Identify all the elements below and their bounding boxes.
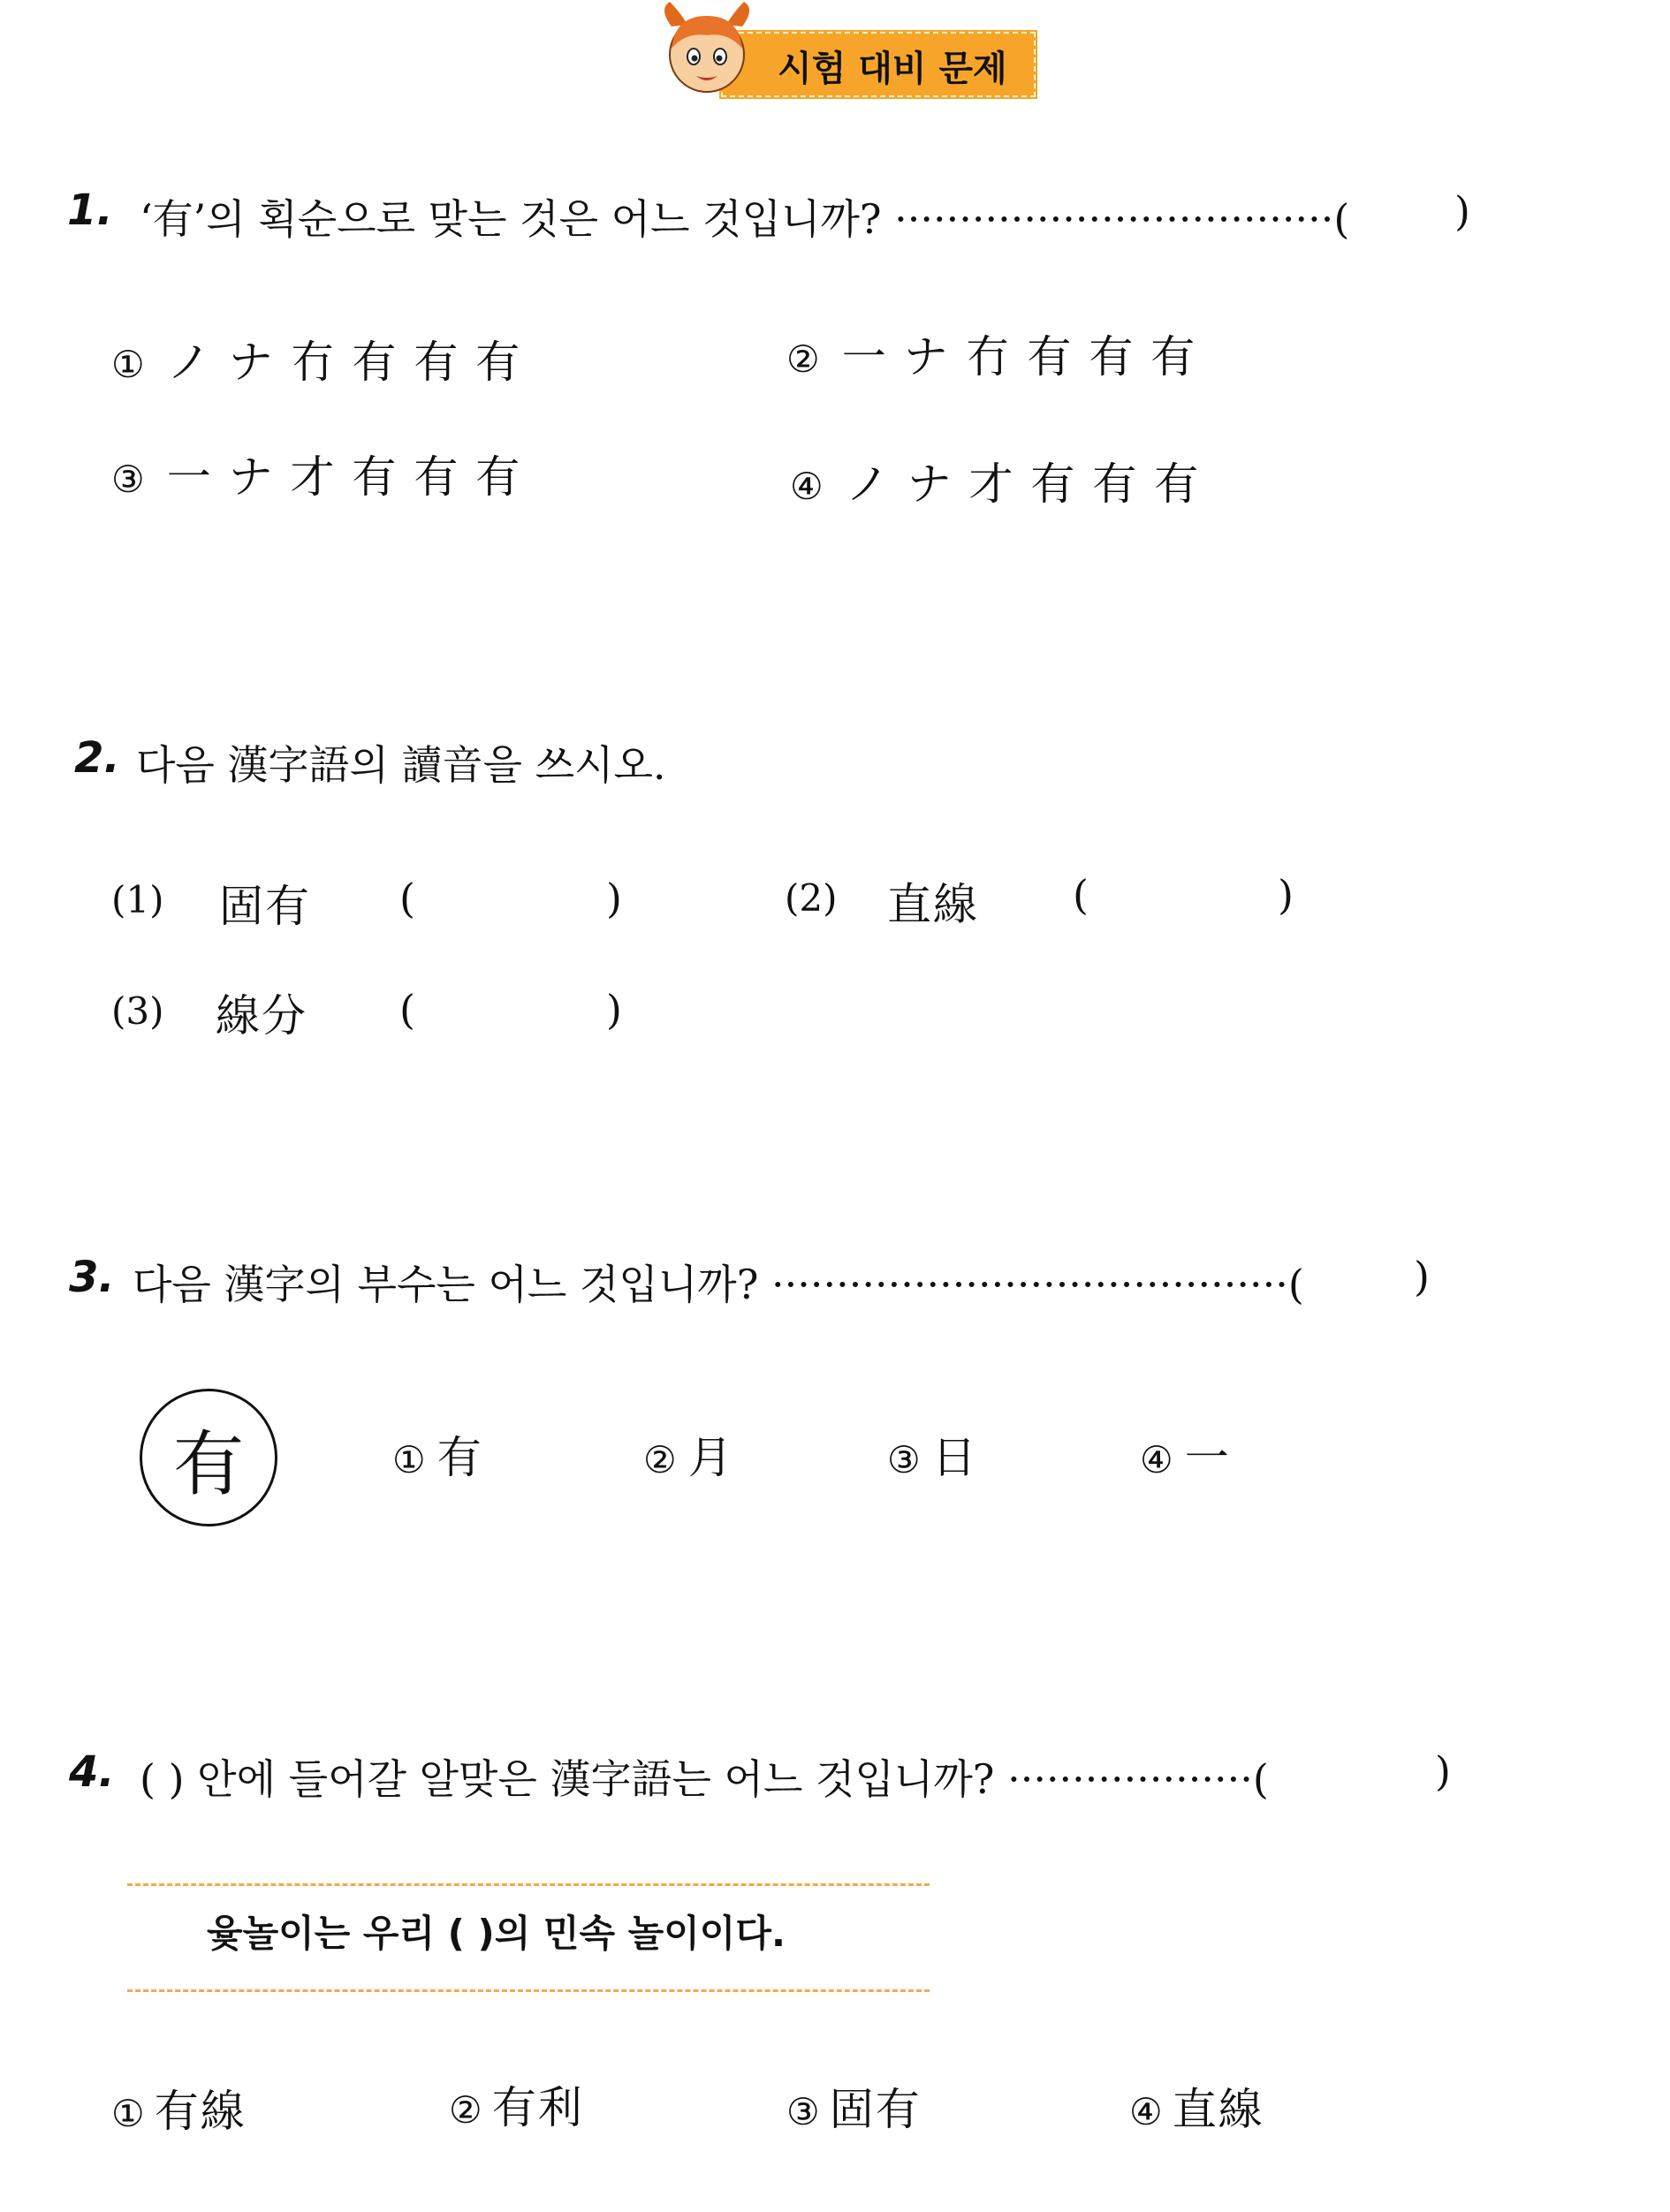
girl-mascot-icon [654, 0, 760, 104]
q2-item-1-answer-blank[interactable] [500, 883, 597, 936]
q3-option-1[interactable] [392, 1422, 483, 1486]
q4-option-1[interactable] [111, 2076, 247, 2140]
sentence-box-top-border [127, 1883, 930, 1886]
q3-option-3[interactable] [887, 1422, 978, 1486]
option-number: ② [643, 1438, 677, 1481]
option-number: ③ [111, 458, 145, 501]
q3-text: 다음 漢字의 부수는 어느 것입니까? ········································( [133, 1261, 1304, 1308]
q3-number: 3. [69, 1253, 115, 1302]
q3-option-2[interactable] [643, 1422, 734, 1486]
q2-item-3-close: ) [606, 986, 622, 1034]
q2-item-2-open: ( [1073, 871, 1089, 919]
option-text: 固有 [829, 2084, 922, 2135]
item-number: (3) [111, 989, 164, 1033]
q4-sentence: 윷놀이는 우리 ( )의 민속 놀이이다. [207, 1912, 786, 1955]
item-number: (2) [785, 876, 838, 920]
q2-item-3-answer-blank[interactable] [500, 995, 597, 1048]
q3-close-paren: ) [1414, 1253, 1430, 1300]
option-text: 一 ナ 才 有 有 有 [166, 451, 522, 503]
option-text: 一 ナ 冇 有 有 有 [841, 331, 1197, 383]
q4-option-3[interactable] [786, 2074, 922, 2138]
q4-close-paren: ) [1435, 1747, 1451, 1795]
q1-number: 1. [67, 186, 113, 235]
q3-option-4[interactable] [1140, 1422, 1231, 1486]
q2-item-2 [785, 876, 838, 920]
q4-option-4[interactable] [1129, 2074, 1264, 2138]
q2-text: 다음 漢字語의 讀音을 쓰시오. [136, 741, 666, 789]
option-number: ① [111, 2092, 145, 2135]
option-number: ④ [1129, 2090, 1163, 2133]
option-number: ③ [887, 1438, 921, 1481]
q1-close-paren: ) [1454, 187, 1470, 235]
option-number: ③ [786, 2090, 820, 2133]
option-text: 日 [931, 1432, 978, 1483]
q1-text: ‘有’의 획순으로 맞는 것은 어느 것입니까? ··································( [140, 195, 1350, 243]
q4-option-2[interactable] [449, 2072, 584, 2136]
option-number: ① [111, 343, 145, 386]
q1-option-4[interactable] [790, 449, 1200, 512]
q2-number: 2. [74, 733, 120, 783]
q2-item-2-word: 直線 [887, 879, 979, 930]
option-text: 直線 [1172, 2084, 1264, 2135]
header-title: 시험 대비 문제 [778, 49, 1007, 89]
option-text: 有 [436, 1432, 483, 1483]
option-text: 月 [687, 1432, 734, 1483]
q2-item-1 [111, 878, 164, 921]
option-text: 一 [1184, 1432, 1231, 1483]
q2-item-2-answer-blank[interactable] [1140, 880, 1255, 933]
option-text: 有線 [154, 2086, 247, 2137]
q2-item-3-word: 線分 [216, 990, 307, 1042]
option-number: ④ [790, 465, 824, 508]
q2-item-1-open: ( [399, 875, 415, 922]
q3-circled-character: 有 [140, 1389, 277, 1526]
q2-item-3-open: ( [399, 986, 415, 1034]
q1-option-3[interactable] [111, 442, 521, 505]
q1-option-1[interactable] [111, 327, 521, 390]
option-number: ② [449, 2088, 482, 2132]
option-text: ノ ナ 才 有 有 有 [845, 458, 1201, 510]
option-number: ① [392, 1438, 426, 1481]
q2-item-3 [111, 989, 164, 1033]
q4-number: 4. [69, 1747, 115, 1797]
q2-item-1-close: ) [606, 875, 622, 922]
q2-item-2-close: ) [1278, 871, 1294, 919]
option-number: ② [786, 337, 820, 381]
sentence-box-bottom-border [127, 1989, 930, 1992]
option-number: ④ [1140, 1438, 1173, 1481]
q4-text: ( ) 안에 들어갈 알맞은 漢字語는 어느 것입니까? ···················( [140, 1755, 1269, 1803]
q2-item-1-word: 固有 [219, 881, 311, 932]
item-number: (1) [111, 878, 164, 921]
q1-option-2[interactable] [786, 322, 1196, 385]
option-text: 有利 [491, 2082, 584, 2133]
option-text: ノ ナ 冇 有 有 有 [166, 337, 522, 388]
